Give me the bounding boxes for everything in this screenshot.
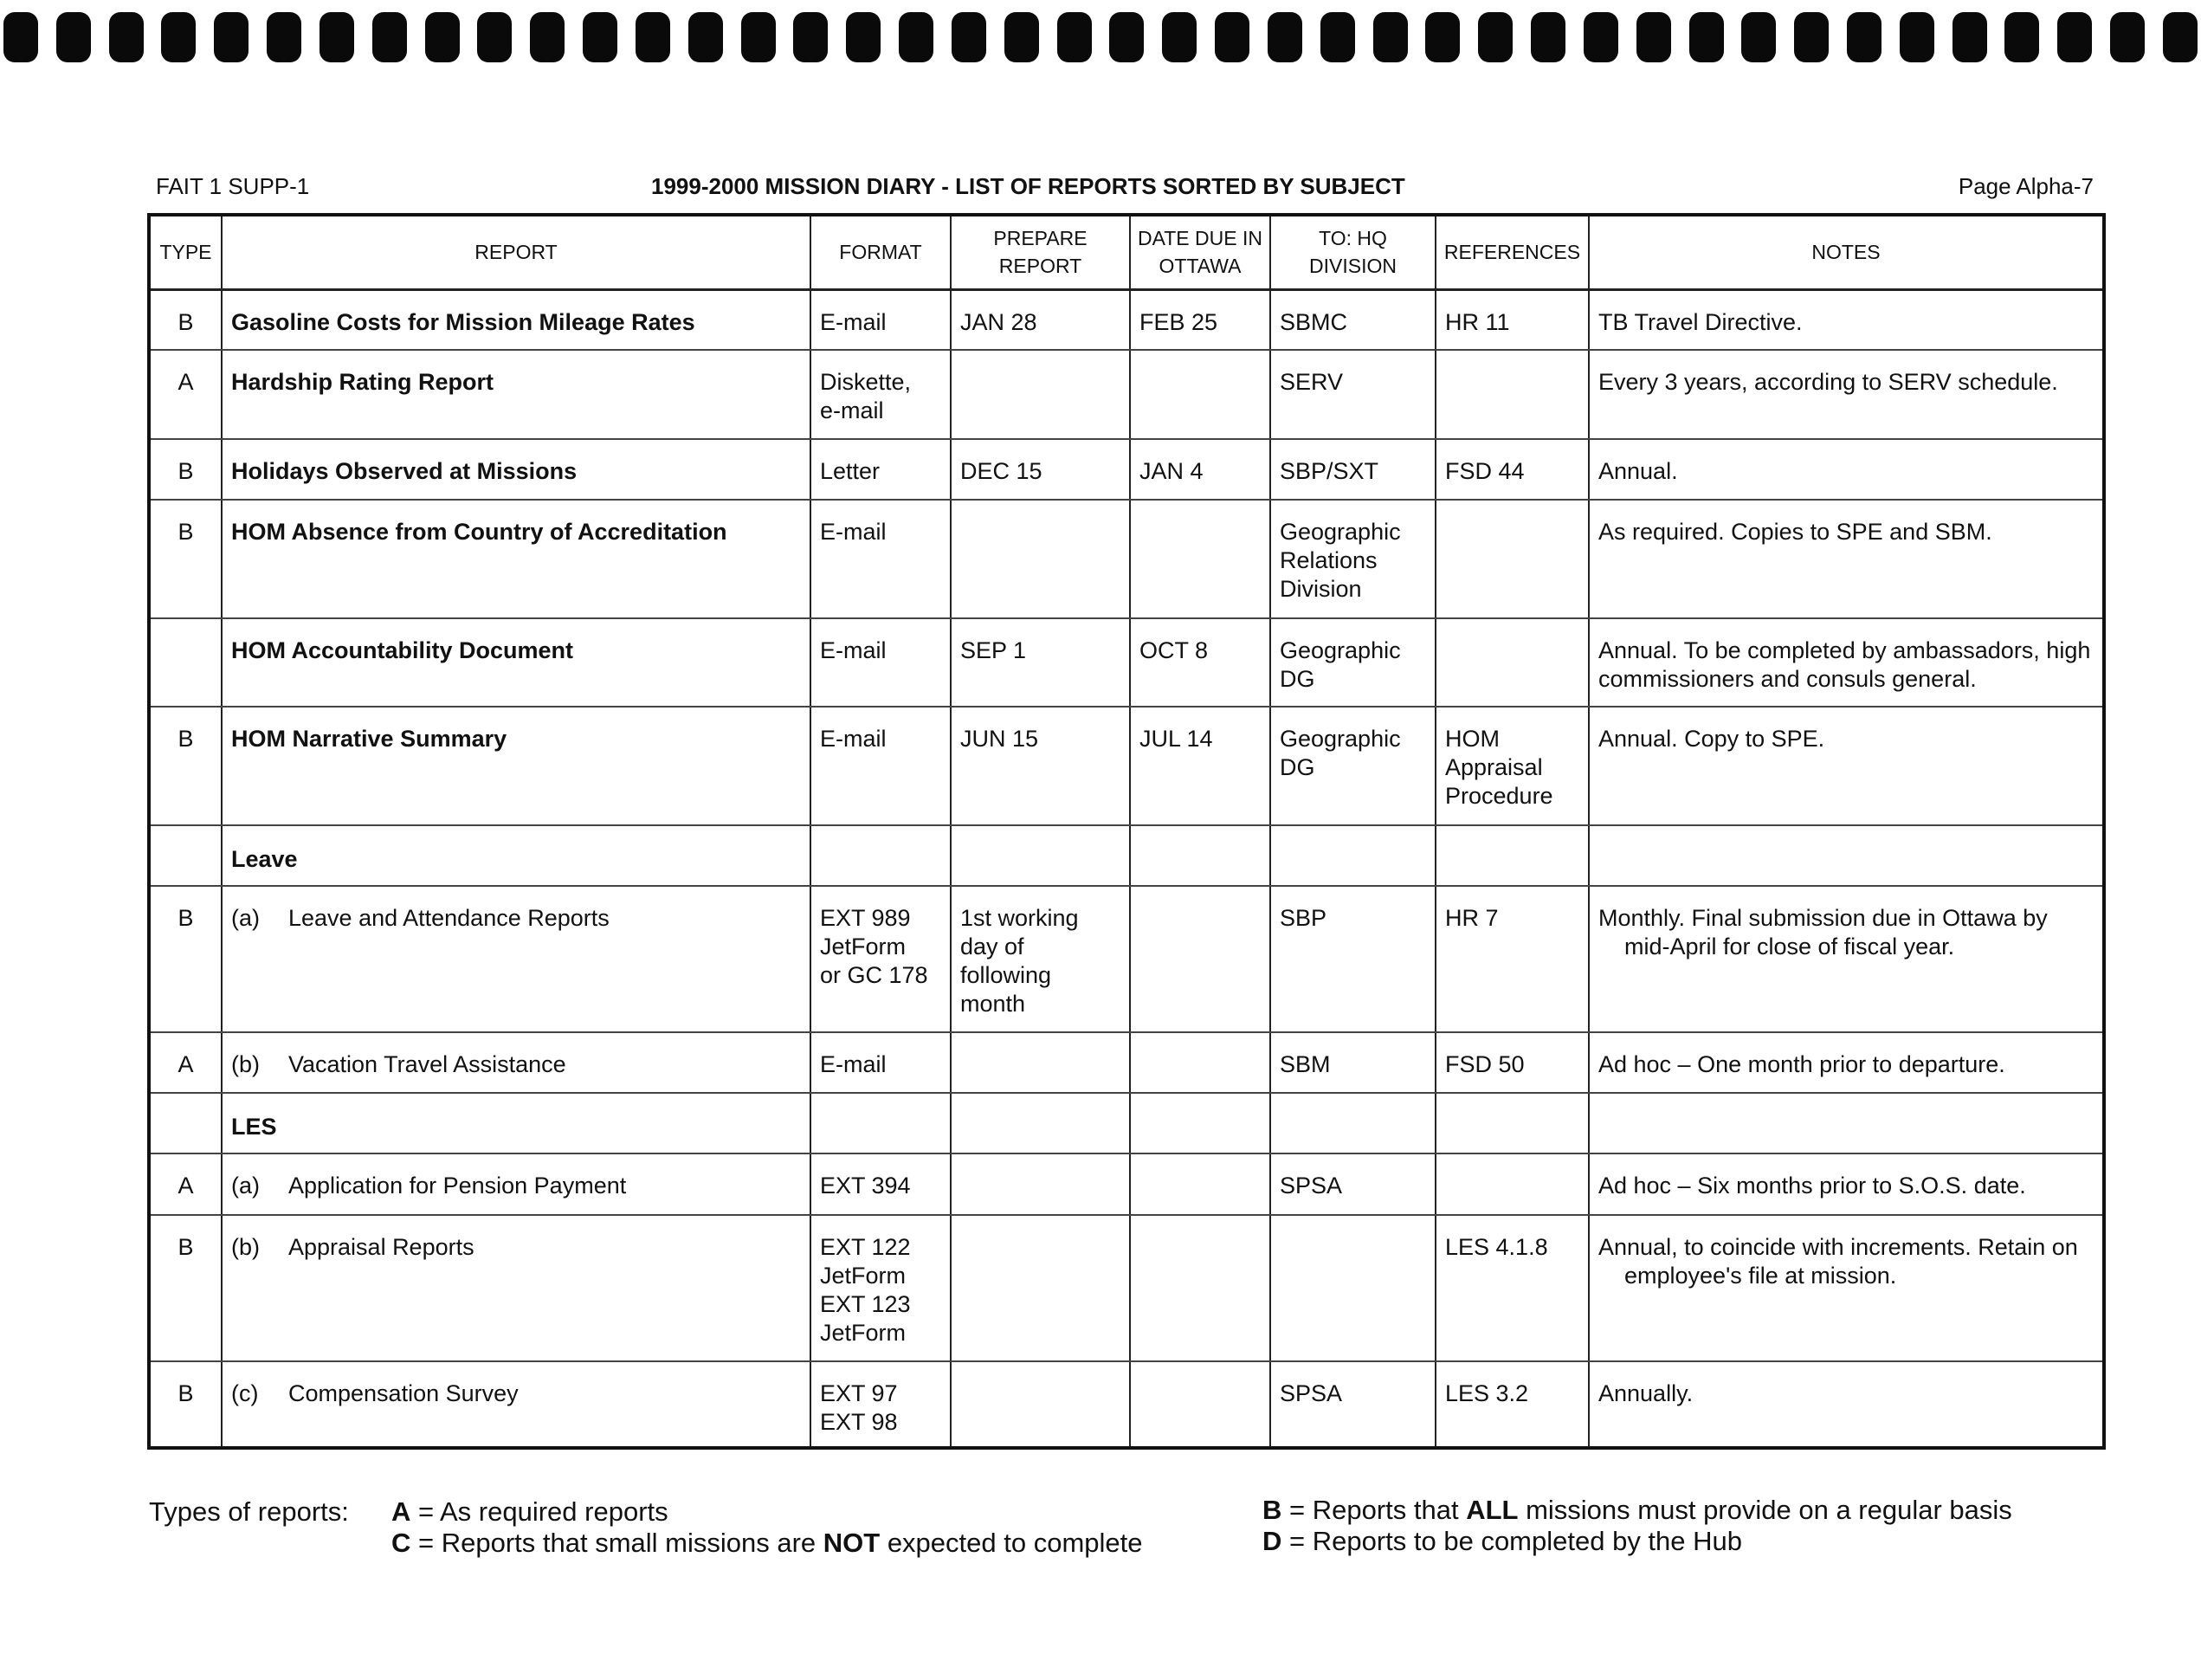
cell-prepare [951,289,1130,350]
hq-text: SBP/SXT [1280,457,1379,484]
references-text: HR 7 [1445,905,1499,932]
binding-hole [1794,12,1829,62]
binding-hole [320,12,354,62]
binding-hole [1952,12,1987,62]
binding-hole [1162,12,1197,62]
format-text: E-mail [820,726,887,753]
cell-notes: As required. Copies to SPE and SBM. [1589,500,2104,618]
table-row [149,618,2104,707]
cell-report: HOM Accountability Document [222,618,810,707]
cell-hq [1270,618,1436,707]
binding-hole [214,12,248,62]
cell-format [810,825,951,886]
cell-hq [1270,1215,1436,1361]
cell-references [1436,886,1589,1032]
binding-hole [372,12,407,62]
cell-report: Hardship Rating Report [222,350,810,438]
references-text: FSD 50 [1445,1050,1525,1077]
hq-text: SERV [1280,369,1344,396]
col-header-report: REPORT [222,215,810,289]
binding-hole [1004,12,1039,62]
cell-format [810,1215,951,1361]
legend-intro: Types of reports: [149,1496,349,1527]
legend-c-text: = Reports that small missions are [410,1528,823,1558]
item-label: (c) [231,1380,259,1406]
cell-report [222,1361,810,1449]
cell-references [1436,1153,1589,1214]
cell-notes: Annually. [1589,1361,2104,1449]
document-title: 1999-2000 MISSION DIARY - LIST OF REPORTS SORTED BY SUBJECT [651,173,1405,199]
binding-holes [0,12,2201,64]
legend-c-emphasis: NOT [823,1528,881,1558]
cell-prepare [951,1093,1130,1153]
cell-prepare [951,350,1130,438]
report-text: Application for Pension Payment [288,1173,627,1199]
cell-hq [1270,289,1436,350]
table-row [149,439,2104,500]
section-row [149,1093,2104,1153]
prepare-text: JUN 15 [960,726,1039,753]
cell-prepare [951,825,1130,886]
legend-b-key: B [1262,1495,1282,1525]
cell-hq [1270,350,1436,438]
references-text: HOM Appraisal Procedure [1445,726,1553,810]
table-row [149,289,2104,350]
legend-a-text: = As required reports [410,1496,668,1527]
cell-format [810,439,951,500]
item-label: (b) [231,1233,260,1260]
binding-hole [952,12,986,62]
cell-prepare [951,1215,1130,1361]
cell-report: Holidays Observed at Missions [222,439,810,500]
cell-format [810,707,951,825]
format-text: EXT 394 [820,1173,911,1199]
binding-hole [56,12,91,62]
cell-prepare [951,500,1130,618]
cell-report: Gasoline Costs for Mission Mileage Rates [222,289,810,350]
report-text: Vacation Travel Assistance [288,1050,566,1077]
cell-type: A [149,1032,222,1093]
hq-text: SPSA [1280,1173,1343,1199]
hq-text: SPSA [1280,1380,1343,1406]
cell-notes [1589,825,2104,886]
cell-notes [1589,1215,2104,1361]
legend-c-text-end: expected to complete [880,1528,1143,1558]
references-text: FSD 44 [1445,457,1525,484]
cell-notes: Annual. Copy to SPE. [1589,707,2104,825]
cell-type: A [149,1153,222,1214]
cell-format [810,1093,951,1153]
legend-c [391,1528,1143,1559]
cell-type: B [149,289,222,350]
cell-format [810,1153,951,1214]
cell-report: HOM Absence from Country of Accreditation [222,500,810,618]
cell-prepare [951,707,1130,825]
cell-notes [1589,1093,2104,1153]
binding-hole [477,12,512,62]
prepare-text: 1st working day of following month [960,905,1079,1018]
binding-hole [1689,12,1724,62]
cell-format [810,618,951,707]
binding-hole [793,12,828,62]
legend-a-key: A [391,1496,411,1527]
cell-format [810,1032,951,1093]
binding-hole [1215,12,1249,62]
item-label: (a) [231,905,260,932]
col-header-notes: NOTES [1589,215,2104,289]
col-header-due: DATE DUE IN OTTAWA [1130,215,1270,289]
references-text: LES 3.2 [1445,1380,1529,1406]
legend-c-key: C [391,1528,411,1558]
cell-type: B [149,439,222,500]
binding-hole [2004,12,2039,62]
binding-hole [899,12,933,62]
cell-type: B [149,1361,222,1449]
format-text: EXT 97 EXT 98 [820,1380,898,1435]
binding-hole [530,12,565,62]
cell-references [1436,1093,1589,1153]
prepare-text: SEP 1 [960,636,1027,663]
report-text: Leave and Attendance Reports [288,905,610,932]
cell-hq [1270,1093,1436,1153]
cell-type: B [149,886,222,1032]
binding-hole [1900,12,1934,62]
cell-due [1130,350,1270,438]
cell-notes [1589,886,2104,1032]
cell-notes: Every 3 years, according to SERV schedule. [1589,350,2104,438]
cell-type: B [149,707,222,825]
cell-due [1130,1093,1270,1153]
table-row [149,500,2104,618]
legend-d-key: D [1262,1526,1282,1556]
cell-type: B [149,500,222,618]
cell-references [1436,1215,1589,1361]
cell-format [810,1361,951,1449]
cell-references [1436,1361,1589,1449]
hq-text: SBP [1280,905,1327,932]
legend-b-text-end: missions must provide on a regular basis [1518,1495,2012,1525]
table-row [149,707,2104,825]
cell-type [149,825,222,886]
binding-hole [1531,12,1565,62]
hq-text: Geographic Relations Division [1280,519,1401,603]
format-text: Diskette, e-mail [820,369,912,424]
binding-hole [425,12,460,62]
format-text: EXT 122 JetForm EXT 123 JetForm [820,1233,911,1346]
cell-hq [1270,707,1436,825]
cell-references [1436,350,1589,438]
document-code: FAIT 1 SUPP-1 [156,173,310,199]
table-row [149,1153,2104,1214]
legend-a [391,1496,668,1528]
binding-hole [267,12,301,62]
page-number: Page Alpha-7 [1958,173,2094,199]
cell-format [810,289,951,350]
item-label: (b) [231,1050,260,1077]
cell-due: JUL 14 [1130,707,1270,825]
binding-hole [1057,12,1092,62]
legend-b-emphasis: ALL [1466,1495,1519,1525]
table-row [149,1032,2104,1093]
prepare-text: JAN 28 [960,308,1037,335]
format-text: E-mail [820,519,887,546]
cell-due: FEB 25 [1130,289,1270,350]
binding-hole [2110,12,2145,62]
section-title: LES [222,1093,810,1153]
cell-references [1436,707,1589,825]
col-header-type: TYPE [149,215,222,289]
cell-hq [1270,1032,1436,1093]
cell-due [1130,1215,1270,1361]
cell-due [1130,1032,1270,1093]
cell-references [1436,1032,1589,1093]
cell-notes: TB Travel Directive. [1589,289,2104,350]
table-row [149,350,2104,438]
format-text: E-mail [820,308,887,335]
table-header-row [149,215,2104,289]
col-header-format: FORMAT [810,215,951,289]
cell-due: JAN 4 [1130,439,1270,500]
hq-text: Geographic DG [1280,726,1401,781]
cell-report [222,1153,810,1214]
report-text: Compensation Survey [288,1380,519,1406]
notes-text-continued: mid-April for close of fiscal year. [1624,934,1955,960]
references-text: HR 11 [1445,308,1510,335]
cell-format [810,886,951,1032]
cell-references [1436,439,1589,500]
notes-text: Annual, to coincide with increments. Retain on [1598,1233,2078,1260]
col-header-hq: TO: HQ DIVISION [1270,215,1436,289]
binding-hole [1636,12,1671,62]
cell-due [1130,1361,1270,1449]
prepare-text: DEC 15 [960,457,1042,484]
binding-hole [109,12,144,62]
cell-due: OCT 8 [1130,618,1270,707]
cell-prepare [951,1032,1130,1093]
binding-hole [2057,12,2092,62]
cell-due [1130,825,1270,886]
cell-format [810,350,951,438]
cell-prepare [951,439,1130,500]
hq-text: SBM [1280,1050,1331,1077]
cell-references [1436,500,1589,618]
binding-hole [3,12,38,62]
cell-references [1436,289,1589,350]
binding-hole [1320,12,1355,62]
binding-hole [741,12,776,62]
notes-text: Monthly. Final submission due in Ottawa by [1598,905,2048,932]
hq-text: SBMC [1280,308,1348,335]
cell-report: HOM Narrative Summary [222,707,810,825]
cell-prepare [951,1361,1130,1449]
cell-report [222,1215,810,1361]
cell-hq [1270,439,1436,500]
hq-text: Geographic DG [1280,636,1401,692]
cell-due [1130,500,1270,618]
cell-hq [1270,1361,1436,1449]
legend-d [1262,1526,1742,1557]
binding-hole [161,12,196,62]
table-row [149,1361,2104,1449]
binding-hole [636,12,670,62]
table-row [149,886,2104,1032]
cell-report [222,886,810,1032]
col-header-prepare: PREPARE REPORT [951,215,1130,289]
table-row [149,1215,2104,1361]
cell-type [149,1093,222,1153]
notes-text-continued: employee's file at mission. [1624,1262,1897,1289]
binding-hole [583,12,617,62]
cell-notes: Annual. [1589,439,2104,500]
cell-hq [1270,1153,1436,1214]
cell-hq [1270,825,1436,886]
references-text: LES 4.1.8 [1445,1233,1548,1260]
reports-table [147,213,2106,1450]
binding-hole [1847,12,1882,62]
format-text: E-mail [820,1050,887,1077]
binding-hole [1478,12,1513,62]
col-header-references: REFERENCES [1436,215,1589,289]
legend-d-text: = Reports to be completed by the Hub [1281,1526,1743,1556]
cell-notes: Ad hoc – One month prior to departure. [1589,1032,2104,1093]
binding-hole [688,12,723,62]
binding-hole [846,12,881,62]
binding-hole [1741,12,1776,62]
section-row [149,825,2104,886]
cell-due [1130,886,1270,1032]
binding-hole [1268,12,1302,62]
cell-type: A [149,350,222,438]
cell-due [1130,1153,1270,1214]
cell-type [149,618,222,707]
cell-prepare [951,618,1130,707]
cell-prepare [951,886,1130,1032]
cell-type: B [149,1215,222,1361]
cell-hq [1270,500,1436,618]
cell-references [1436,825,1589,886]
cell-prepare [951,1153,1130,1214]
format-text: Letter [820,457,881,484]
binding-hole [1425,12,1460,62]
cell-notes: Ad hoc – Six months prior to S.O.S. date. [1589,1153,2104,1214]
report-text: Appraisal Reports [288,1233,474,1260]
cell-notes: Annual. To be completed by ambassadors, high commissioners and consuls general. [1589,618,2104,707]
format-text: E-mail [820,636,887,663]
cell-report [222,1032,810,1093]
legend-b-text: = Reports that [1281,1495,1467,1525]
binding-hole [1109,12,1144,62]
format-text: EXT 989 JetForm or GC 178 [820,905,928,989]
binding-hole [2163,12,2198,62]
cell-references [1436,618,1589,707]
binding-hole [1584,12,1618,62]
cell-format [810,500,951,618]
legend-b [1262,1495,2012,1526]
item-label: (a) [231,1173,260,1199]
section-title: Leave [222,825,810,886]
cell-hq [1270,886,1436,1032]
binding-hole [1373,12,1408,62]
